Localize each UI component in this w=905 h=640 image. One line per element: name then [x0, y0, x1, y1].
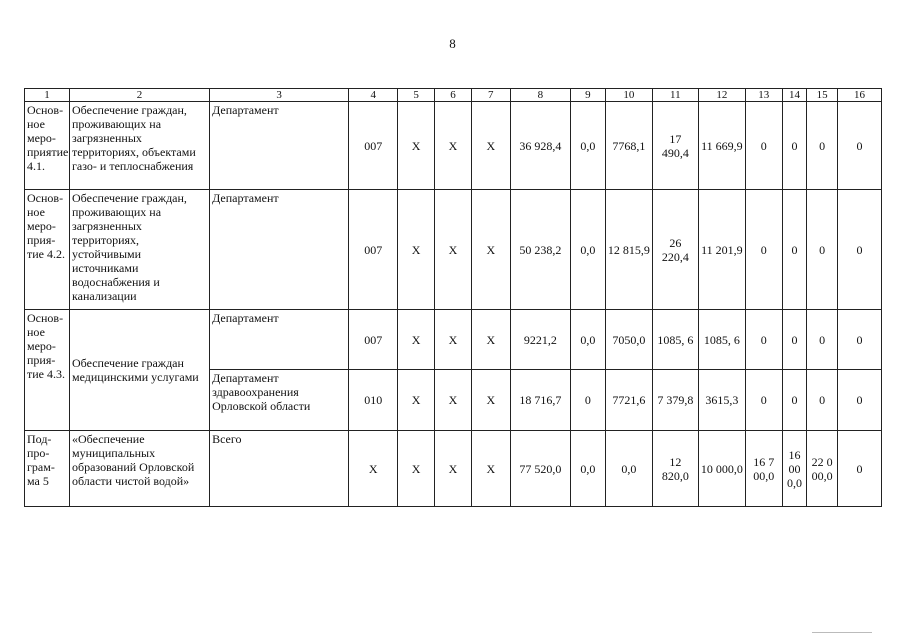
table-cell: 0	[745, 310, 782, 370]
table-cell: X	[398, 190, 435, 310]
table-cell: 0	[745, 370, 782, 431]
table-row	[25, 431, 882, 507]
header-cell: 14	[782, 89, 807, 102]
table-cell: X	[471, 310, 510, 370]
table-cell: 9221,2	[510, 310, 570, 370]
header-cell: 6	[435, 89, 472, 102]
measure-name-cell: Обеспечение граждан, проживающих на загрязненных территориях, объектами газо- и теплоснабжения	[69, 102, 209, 190]
table-cell: 18 716,7	[510, 370, 570, 431]
header-cell: 1	[25, 89, 70, 102]
table-cell: 7721,6	[605, 370, 652, 431]
table-cell: X	[435, 190, 472, 310]
table-cell: 16 00 0,0	[782, 431, 807, 507]
table-cell: 12 815,9	[605, 190, 652, 310]
table-cell: 0,0	[571, 190, 606, 310]
table-cell: 1085, 6	[652, 310, 698, 370]
header-row	[25, 89, 882, 102]
executor-cell: Департамент	[210, 190, 349, 310]
table-cell: 77 520,0	[510, 431, 570, 507]
scan-speck	[812, 632, 872, 633]
table-cell: 0	[782, 310, 807, 370]
table-cell: X	[471, 370, 510, 431]
table-cell: 0	[782, 370, 807, 431]
header-cell: 5	[398, 89, 435, 102]
header-cell: 9	[571, 89, 606, 102]
table-cell: 7050,0	[605, 310, 652, 370]
header-cell: 2	[69, 89, 209, 102]
table-cell: X	[471, 190, 510, 310]
table-cell: 0	[571, 370, 606, 431]
table-cell: 0	[745, 190, 782, 310]
table-cell: 0,0	[571, 431, 606, 507]
table-cell: 0	[807, 310, 838, 370]
table-cell: 0	[807, 190, 838, 310]
table-cell: X	[435, 102, 472, 190]
table-cell: X	[398, 102, 435, 190]
table-cell: 11 201,9	[698, 190, 745, 310]
table-cell: 11 669,9	[698, 102, 745, 190]
table-cell: 7 379,8	[652, 370, 698, 431]
executor-cell: Департамент	[210, 102, 349, 190]
table-cell: 22 0 00,0	[807, 431, 838, 507]
table-cell: 50 238,2	[510, 190, 570, 310]
table-cell: 0	[837, 102, 881, 190]
table-cell: 0	[807, 102, 838, 190]
measure-name-cell: «Обеспечение муниципальных образований Орловской области чистой водой»	[69, 431, 209, 507]
table-cell: 12 820,0	[652, 431, 698, 507]
table-cell: 0	[782, 102, 807, 190]
header-cell: 15	[807, 89, 838, 102]
table-cell: 7768,1	[605, 102, 652, 190]
measure-code-cell: Основ-ное меро-прия-тие 4.2.	[25, 190, 70, 310]
table-row	[25, 310, 882, 370]
table-cell: 0	[837, 190, 881, 310]
table-cell: 0,0	[605, 431, 652, 507]
table-cell: 007	[349, 190, 398, 310]
table-cell: X	[349, 431, 398, 507]
table-cell: 0,0	[571, 310, 606, 370]
measure-name-cell: Обеспечение граждан медицинскими услугами	[69, 310, 209, 431]
table-cell: 0	[837, 370, 881, 431]
table-cell: 010	[349, 370, 398, 431]
header-cell: 16	[837, 89, 881, 102]
table-cell: 0	[837, 431, 881, 507]
measure-code-cell: Под-про-грам-ма 5	[25, 431, 70, 507]
table-cell: 16 7 00,0	[745, 431, 782, 507]
table-cell: X	[435, 310, 472, 370]
table-cell: X	[435, 370, 472, 431]
table-cell: 007	[349, 310, 398, 370]
measure-name-cell: Обеспечение граждан, проживающих на загрязненных территориях, устойчивыми источниками водоснабжения и канализации	[69, 190, 209, 310]
table-cell: 1085, 6	[698, 310, 745, 370]
table-cell: 0	[745, 102, 782, 190]
executor-cell: Департамент здравоохранения Орловской области	[210, 370, 349, 431]
table-cell: 36 928,4	[510, 102, 570, 190]
table-cell: 10 000,0	[698, 431, 745, 507]
header-cell: 10	[605, 89, 652, 102]
table-cell: 007	[349, 102, 398, 190]
executor-cell: Департамент	[210, 310, 349, 370]
table-cell: 3615,3	[698, 370, 745, 431]
header-cell: 4	[349, 89, 398, 102]
table-cell: 0	[837, 310, 881, 370]
table-cell: X	[398, 370, 435, 431]
table-cell: X	[471, 431, 510, 507]
budget-table	[24, 88, 882, 507]
table-cell: 0	[807, 370, 838, 431]
table-cell: 17 490,4	[652, 102, 698, 190]
header-cell: 8	[510, 89, 570, 102]
table-cell: X	[435, 431, 472, 507]
header-cell: 11	[652, 89, 698, 102]
executor-cell: Всего	[210, 431, 349, 507]
measure-code-cell: Основ-ное меро-приятие 4.1.	[25, 102, 70, 190]
table-cell: X	[398, 431, 435, 507]
table-row	[25, 190, 882, 310]
table-cell: 0	[782, 190, 807, 310]
measure-code-cell: Основ-ное меро-прия-тие 4.3.	[25, 310, 70, 431]
table-cell: X	[398, 310, 435, 370]
table-cell: 26 220,4	[652, 190, 698, 310]
table-row	[25, 102, 882, 190]
header-cell: 12	[698, 89, 745, 102]
table-cell: X	[471, 102, 510, 190]
header-cell: 3	[210, 89, 349, 102]
page-number: 8	[449, 36, 456, 51]
header-cell: 13	[745, 89, 782, 102]
header-cell: 7	[471, 89, 510, 102]
table-cell: 0,0	[571, 102, 606, 190]
